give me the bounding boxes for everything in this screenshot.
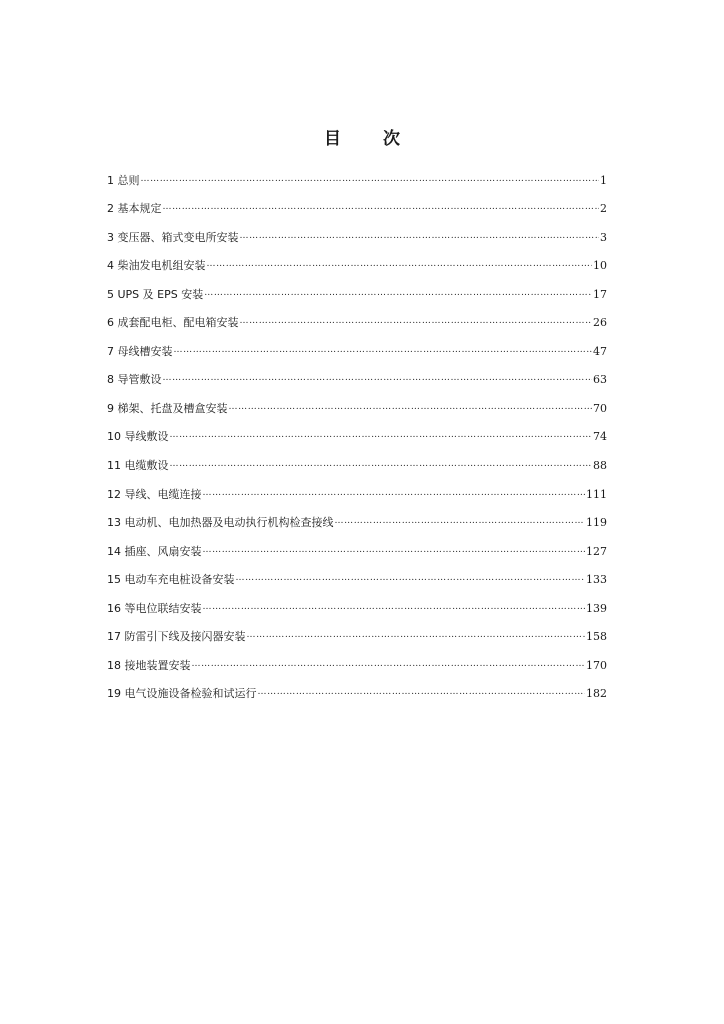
toc-dot-leader: [258, 685, 586, 699]
table-of-contents: [107, 159, 607, 701]
toc-page-number: 182: [586, 687, 607, 701]
toc-entry[interactable]: [107, 216, 607, 245]
toc-entry-label: 15 电动车充电桩设备安装: [107, 573, 235, 587]
toc-entry[interactable]: [107, 245, 607, 274]
toc-dot-leader: [192, 657, 586, 671]
toc-page-number: 170: [586, 658, 607, 672]
toc-dot-leader: [170, 428, 593, 442]
toc-entry-label: 14 插座、风扇安装: [107, 544, 202, 558]
toc-entry[interactable]: [107, 673, 607, 702]
toc-page-number: 133: [586, 573, 607, 587]
toc-entry[interactable]: [107, 159, 607, 188]
toc-dot-leader: [203, 543, 586, 557]
toc-entry-label: 4 柴油发电机组安装: [107, 259, 206, 273]
toc-entry[interactable]: [107, 359, 607, 388]
toc-entry-label: 5 UPS 及 EPS 安装: [107, 287, 204, 301]
toc-entry[interactable]: [107, 330, 607, 359]
toc-page-number: 3: [600, 230, 607, 244]
toc-title: 目 次: [324, 129, 418, 149]
toc-entry[interactable]: [107, 502, 607, 531]
toc-page-number: 127: [586, 544, 607, 558]
toc-dot-leader: [240, 314, 593, 328]
toc-dot-leader: [163, 371, 593, 385]
toc-page-number: 70: [593, 401, 607, 415]
toc-page-number: 17: [593, 287, 607, 301]
toc-page-number: 119: [586, 516, 607, 530]
toc-entry-label: 1 总则: [107, 173, 140, 187]
toc-page-number: 158: [586, 630, 607, 644]
toc-entry[interactable]: [107, 587, 607, 616]
toc-entry-label: 9 梯架、托盘及槽盒安装: [107, 401, 228, 415]
toc-dot-leader: [240, 229, 600, 243]
toc-entry[interactable]: [107, 616, 607, 645]
toc-dot-leader: [207, 257, 593, 271]
toc-page-number: 1: [600, 173, 607, 187]
toc-dot-leader: [203, 600, 586, 614]
toc-entry-label: 3 变压器、箱式变电所安装: [107, 230, 239, 244]
toc-dot-leader: [335, 514, 586, 528]
toc-page-number: 74: [593, 430, 607, 444]
toc-entry-label: 12 导线、电缆连接: [107, 487, 202, 501]
toc-entry[interactable]: [107, 387, 607, 416]
toc-entry[interactable]: [107, 559, 607, 588]
toc-page-number: 2: [600, 202, 607, 216]
toc-entry-label: 10 导线敷设: [107, 430, 169, 444]
toc-entry[interactable]: [107, 188, 607, 217]
toc-entry[interactable]: [107, 644, 607, 673]
toc-entry-label: 11 电缆敷设: [107, 459, 169, 473]
toc-page-number: 26: [593, 316, 607, 330]
toc-page-number: 10: [593, 259, 607, 273]
toc-dot-leader: [229, 400, 593, 414]
toc-page-number: 139: [586, 601, 607, 615]
toc-entry-label: 13 电动机、电加热器及电动执行机构检查接线: [107, 516, 334, 530]
toc-entry[interactable]: [107, 302, 607, 331]
toc-entry[interactable]: [107, 530, 607, 559]
toc-entry[interactable]: [107, 273, 607, 302]
toc-dot-leader: [141, 172, 600, 186]
toc-entry-label: 6 成套配电柜、配电箱安装: [107, 316, 239, 330]
toc-page-number: 111: [586, 487, 607, 501]
toc-entry[interactable]: [107, 473, 607, 502]
toc-entry-label: 7 母线槽安装: [107, 344, 173, 358]
toc-page-number: 88: [593, 459, 607, 473]
toc-dot-leader: [247, 628, 586, 642]
toc-page-number: 47: [593, 344, 607, 358]
toc-page-number: 63: [593, 373, 607, 387]
toc-entry-label: 18 接地装置安装: [107, 658, 191, 672]
toc-dot-leader: [236, 571, 586, 585]
toc-dot-leader: [204, 286, 592, 300]
toc-entry-label: 2 基本规定: [107, 202, 162, 216]
toc-entry-label: 17 防雷引下线及接闪器安装: [107, 630, 246, 644]
toc-dot-leader: [174, 343, 593, 357]
toc-dot-leader: [203, 486, 586, 500]
toc-dot-leader: [163, 200, 600, 214]
toc-dot-leader: [170, 457, 593, 471]
toc-entry-label: 16 等电位联结安装: [107, 601, 202, 615]
toc-entry[interactable]: [107, 416, 607, 445]
toc-entry[interactable]: [107, 444, 607, 473]
toc-entry-label: 19 电气设施设备检验和试运行: [107, 687, 257, 701]
toc-entry-label: 8 导管敷设: [107, 373, 162, 387]
